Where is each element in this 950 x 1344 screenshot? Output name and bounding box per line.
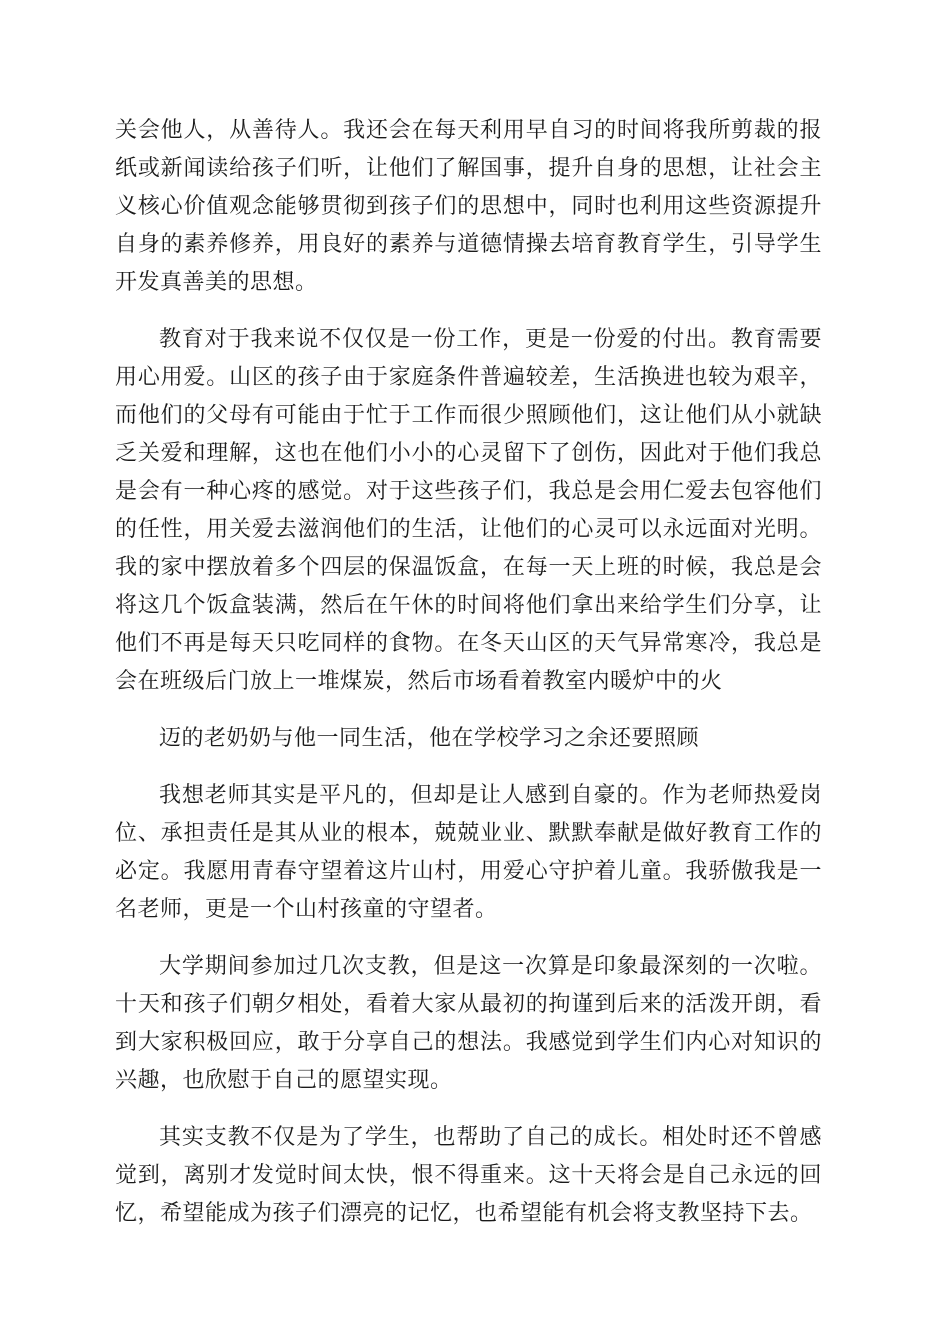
paragraph-3: 迈的老奶奶与他一同生活，他在学校学习之余还要照顾 xyxy=(159,726,700,751)
paragraph-4: 我想老师其实是平凡的，但却是让人感到自豪的。作为老师热爱岗位、承担责任是其从业的根本，兢兢业业、默默奉献是做好教育工作的必定。我愿用青春守望着这片山村，用爱心守护着儿童。我骄傲我是一名老师，更是一个山村孩童的守望者。 xyxy=(115,783,822,922)
paragraph-2: 教育对于我来说不仅仅是一份工作，更是一份爱的付出。教育需要用心用爱。山区的孩子由于家庭条件普遍较差，生活换进也较为艰辛，而他们的父母有可能由于忙于工作而很少照顾他们，这让他们从小就缺乏关爱和理解，这也在他们小小的心灵留下了创伤，因此对于他们我总是会有一种心疼的感觉。对于这些孩子们，我总是会用仁爱去包容他们的任性，用关爱去滋润他们的生活，让他们的心灵可以永远面对光明。我的家中摆放着多个四层的保温饭盒，在每一天上班的时候，我总是会将这几个饭盒装满，然后在午休的时间将他们拿出来给学生们分享，让他们不再是每天只吃同样的食物。在冬天山区的天气异常寒冷，我总是会在班级后门放上一堆煤炭，然后市场看着教室内暖炉中的火 xyxy=(115,327,822,694)
paragraph-1: 关会他人，从善待人。我还会在每天利用早自习的时间将我所剪裁的报纸或新闻读给孩子们听，让他们了解国事，提升自身的思想，让社会主义核心价值观念能够贯彻到孩子们的思想中，同时也利用这些资源提升自身的素养修养，用良好的素养与道德情操去培育教育学生，引导学生开发真善美的思想。 xyxy=(115,118,822,295)
paragraph-5: 大学期间参加过几次支教，但是这一次算是印象最深刻的一次啦。十天和孩子们朝夕相处，看着大家从最初的拘谨到后来的活泼开朗，看到大家积极回应，敢于分享自己的想法。我感觉到学生们内心对知识的兴趣，也欣慰于自己的愿望实现。 xyxy=(115,954,822,1093)
paragraph-6: 其实支教不仅是为了学生，也帮助了自己的成长。相处时还不曾感觉到，离别才发觉时间太快，恨不得重来。这十天将会是自己永远的回忆，希望能成为孩子们漂亮的记忆，也希望能有机会将支教坚持下去。 xyxy=(115,1125,822,1226)
